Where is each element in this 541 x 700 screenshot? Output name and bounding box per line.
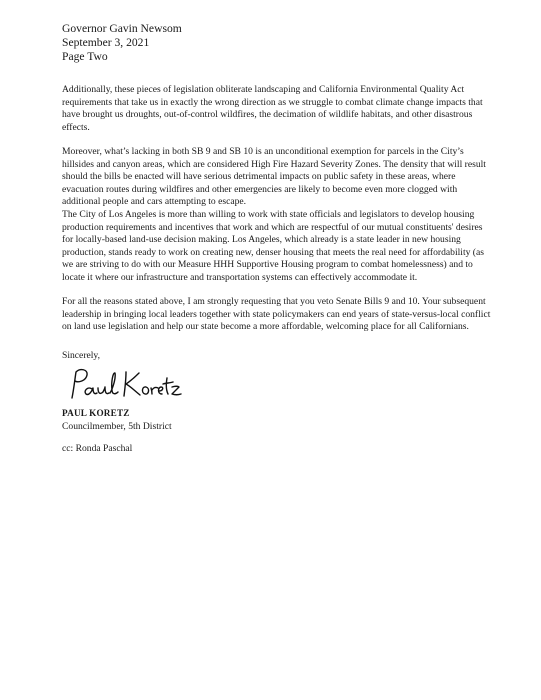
page-label: Page Two (62, 50, 108, 64)
signer-title: Councilmember, 5th District (62, 421, 172, 432)
closing-salutation (62, 350, 492, 363)
cc-line: cc: Ronda Paschal (62, 443, 133, 454)
paragraph-fire-hazard (62, 146, 492, 209)
paragraph-veto-request (62, 296, 492, 334)
letter-header (62, 22, 182, 65)
paragraph-text: The City of Los Angeles is more than willing to work with state officials and legislators to develop housing production requirements and incentives that work and which are respectful of our mutual constituents' desires for locally-based land-use decision making. Los Angeles, which already is a state leader in new housing production, stands ready to work on creating new, denser housing that meets the real need for affordability (as we are striving to do with our Measure HHH Supportive Housing program to combat homelessness) and to locate it where our infrastructure and transportation systems can effectively accommodate it. (62, 209, 484, 283)
paragraph-housing (62, 209, 492, 285)
paragraph-text: For all the reasons stated above, I am strongly requesting that you veto Senate Bills 9 and 10. Your subsequent leadership in bringing local leaders together with state policymakers can end years of state-versus-local conflict on land use legislation and help our state become a more affordable, welcoming place for all Californians. (62, 296, 491, 333)
paragraph-environmental (62, 84, 492, 134)
handwritten-signature (66, 364, 186, 406)
recipient-name: Governor Gavin Newsom (62, 22, 182, 35)
salutation-text: Sincerely, (62, 350, 101, 361)
paragraph-text: Additionally, these pieces of legislation obliterate landscaping and California Environmental Quality Act requirements that take us in exactly the wrong direction as we struggle to combat climate change impacts that have brought us droughts, out-of-control wildfires, the decimation of wildlife habitats, and other disastrous effects. (62, 84, 483, 133)
signer-name: PAUL KORETZ (62, 408, 130, 418)
paragraph-text: Moreover, what’s lacking in both SB 9 and SB 10 is an unconditional exemption for parcels in the City’s hillsides and canyon areas, which are considered High Fire Hazard Severity Zones. The density that will result should the bills be enacted will have serious detrimental impacts on public safety in these areas, where evacuation routes during wildfires and other emergencies are likely to become even more clogged with additional people and cars attempting to escape. (62, 146, 486, 208)
letter-date: September 3, 2021 (62, 36, 150, 50)
